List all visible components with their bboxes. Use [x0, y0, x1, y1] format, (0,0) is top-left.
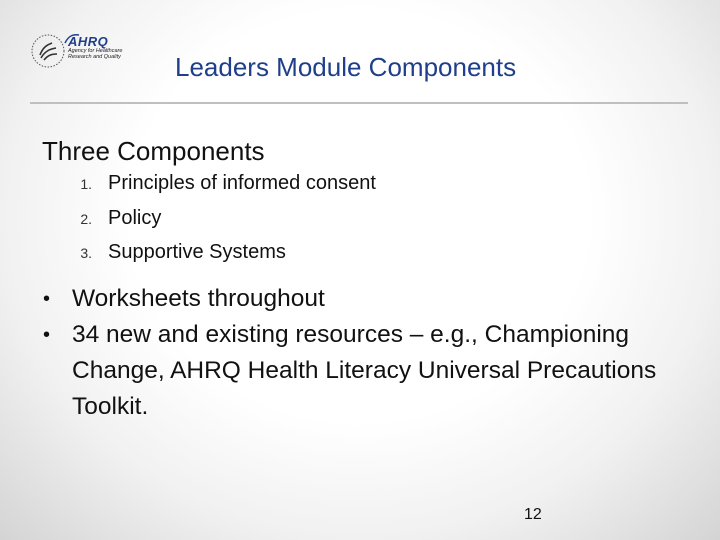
slide-title: Leaders Module Components [175, 52, 517, 82]
bullet-list [0, 281, 672, 425]
bullet-text: Worksheets throughout [72, 285, 325, 312]
bullet-text: 34 new and existing resources – e.g., Championing Change, AHRQ Health Literacy Universal Precautions Toolkit. [72, 321, 657, 420]
bullet-icon: • [43, 324, 51, 346]
hhs-seal-icon [30, 33, 66, 69]
ahrq-subline-2: Research and Quality [68, 54, 121, 60]
bullet-item [0, 317, 672, 425]
ahrq-logo [30, 33, 142, 73]
list-number: 3. [80, 245, 92, 261]
ahrq-subline-1: Agency for Healthcare [68, 48, 123, 54]
title-divider [30, 102, 688, 104]
bullet-item [0, 281, 672, 317]
section-heading: Three Components [42, 136, 265, 166]
ahrq-wordmark [68, 35, 140, 60]
bullet-icon: • [43, 288, 51, 310]
ahrq-wordmark-text: AHRQ [68, 34, 109, 49]
list-item-text: Principles of informed consent [108, 172, 376, 194]
list-item-text: Supportive Systems [108, 241, 286, 263]
page-number: 12 [524, 506, 542, 523]
list-number: 2. [80, 210, 92, 227]
list-number: 1. [80, 176, 92, 192]
ahrq-swoosh-icon [64, 33, 80, 45]
list-item-text: Policy [108, 206, 162, 229]
